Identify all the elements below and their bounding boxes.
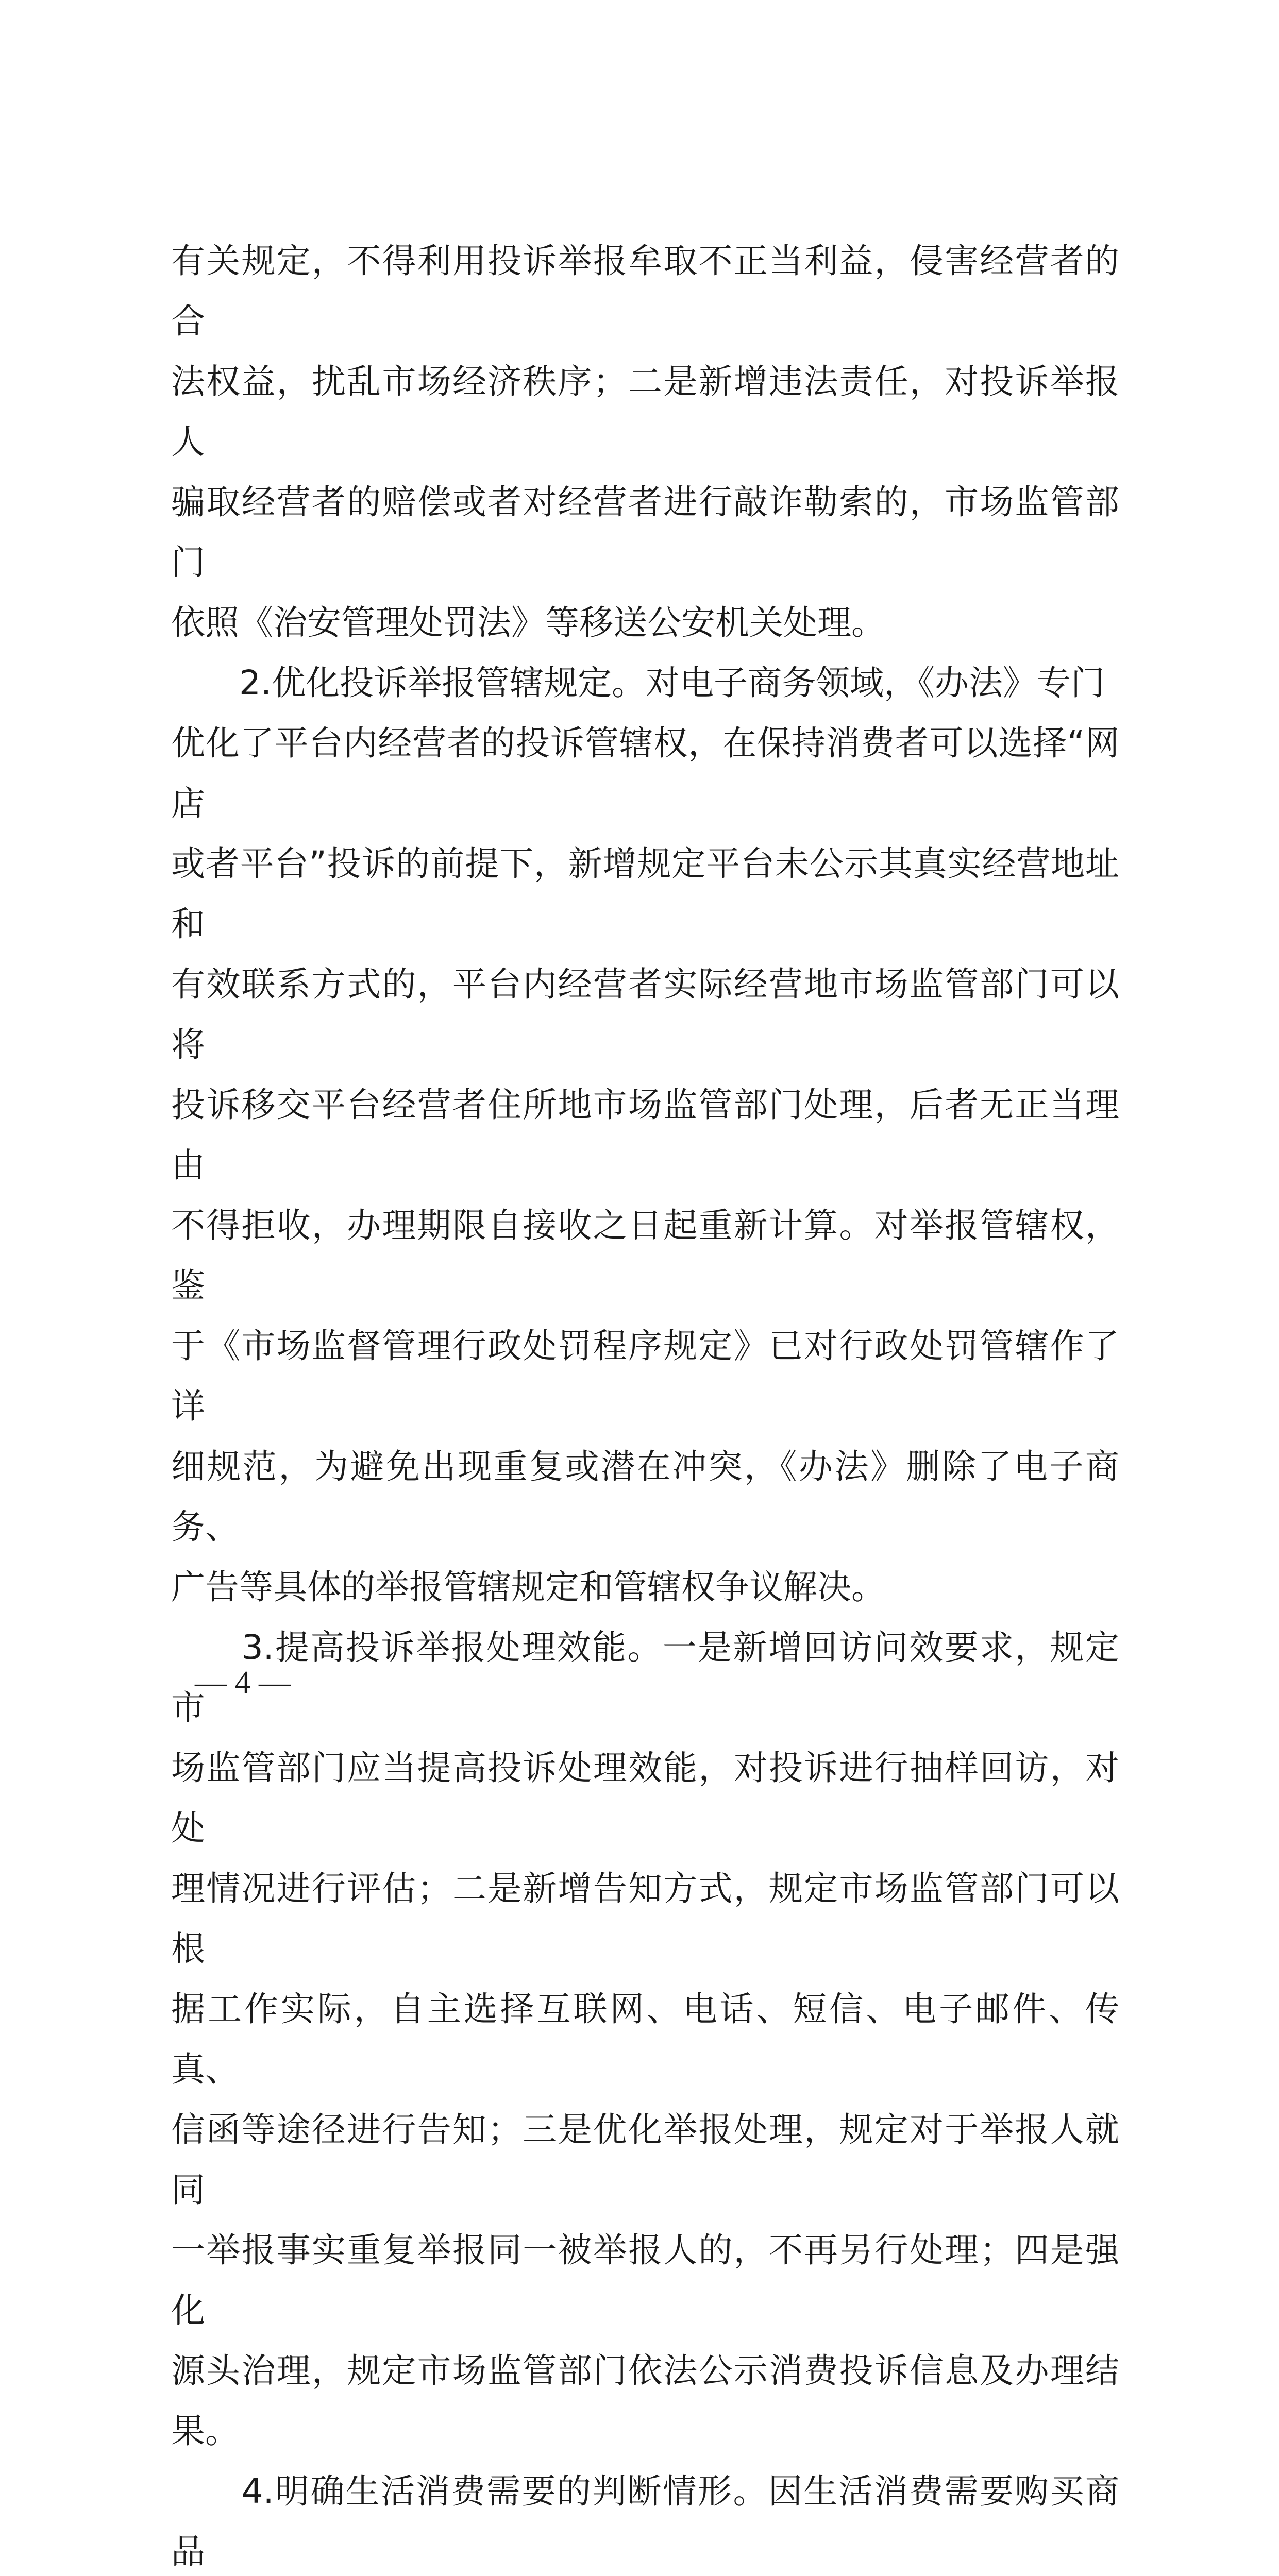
paragraph-item-2: 2.优化投诉举报管辖规定。对电子商务领域，《办法》专门 优化了平台内经营者的投诉管辖权，在保持消费者可以选择“网店 或者平台”投诉的前提下，新增规定平台未公示其真实经营地址和 有效联系方式的，平台内经营者实际经营地市场监管部门可以将 投诉移交平台经营者住所地市场监管部门处理，后者无正当理由 不得拒收，办理期限自接收之日起重新计算。对举报管辖权，鉴 于《市场监督管理行政处罚程序规定》已对行政处罚管辖作了详 细规范，为避免出现重复或潜在冲突，《办法》删除了电子商务、 广告等具体的举报管辖规定和管辖权争议解决。 [171,663,1119,1607]
paragraph-item-4: 4.明确生活消费需要的判断情形。因生活消费需要购买商品 [171,2471,1119,2571]
body-text [171,231,1119,2576]
paragraph-continuation: 有关规定，不得利用投诉举报牟取不正当利益，侵害经营者的合 法权益，扰乱市场经济秩序；二是新增违法责任，对投诉举报人 骗取经营者的赔偿或者对经营者进行敲诈勒索的，市场监管部门 依照《治安管理处罚法》等移送公安机关处理。 [171,241,1119,642]
paragraph-item-3: 3.提高投诉举报处理效能。一是新增回访问效要求，规定市 场监管部门应当提高投诉处理效能，对投诉进行抽样回访，对处 理情况进行评估；二是新增告知方式，规定市场监管部门可以根 据工作实际，自主选择互联网、电话、短信、电子邮件、传真、 信函等途径进行告知；三是优化举报处理，规定对于举报人就同 一举报事实重复举报同一被举报人的，不再另行处理；四是强化 源头治理，规定市场监管部门依法公示消费投诉信息及办理结果。 [171,1628,1119,2451]
page-number: — 4 — [195,1665,291,1700]
